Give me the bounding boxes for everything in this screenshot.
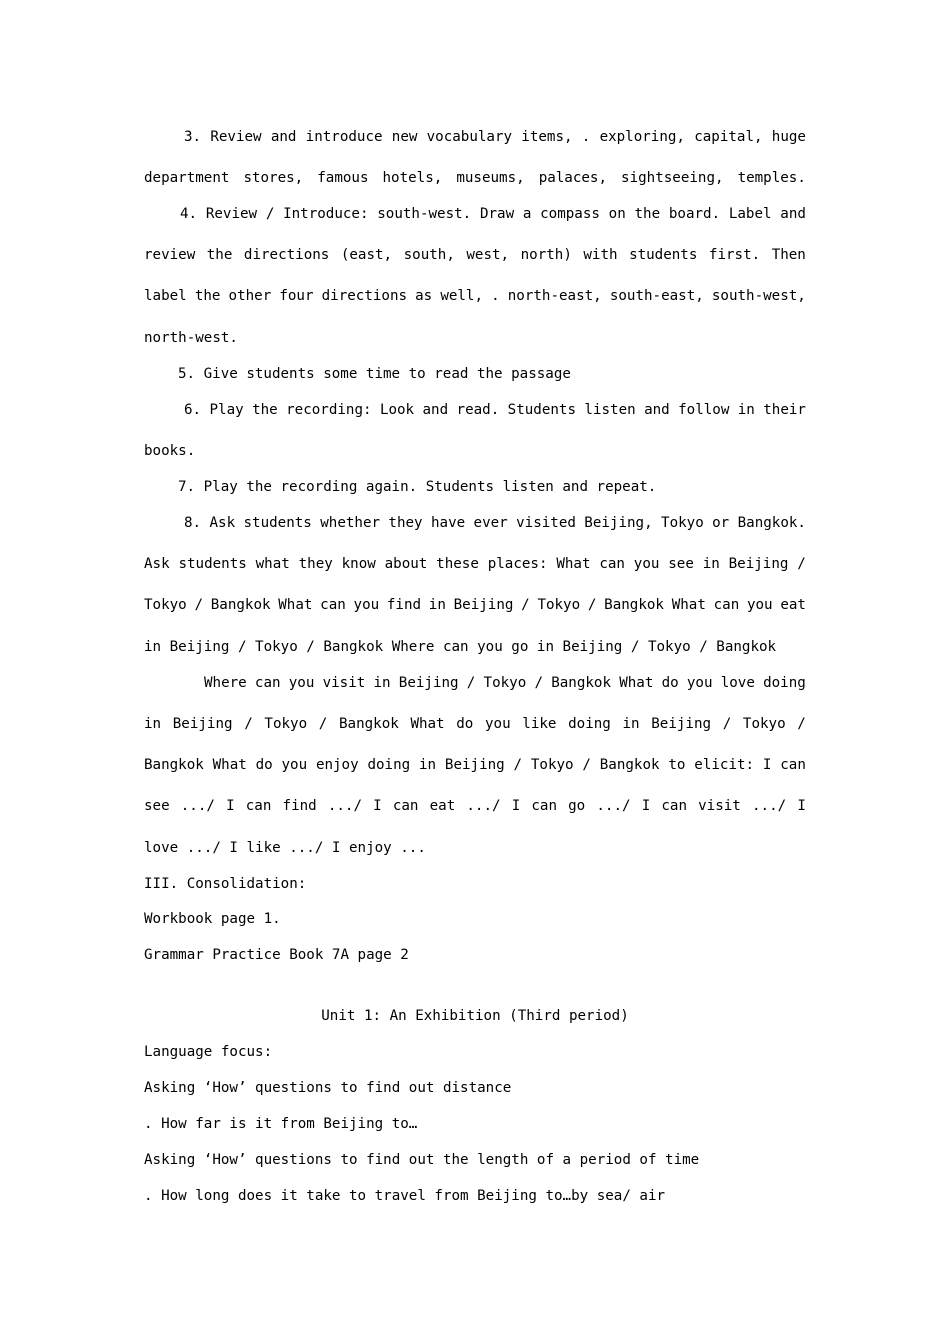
word: / [318,716,328,732]
word: / [534,675,544,691]
word: .../ [466,798,501,814]
word: Draw [479,206,515,222]
word: / [244,716,253,732]
word: / [513,757,523,773]
word: hotels, [382,170,443,186]
word: I [511,798,521,814]
word: board. [668,206,721,222]
word: / [265,206,275,222]
word: 3. [184,129,202,145]
list-item: Workbook page 1. [144,911,281,927]
word: What [671,597,706,613]
word: Students [507,402,577,418]
unit-title: Unit 1: An Exhibition (Third period) [321,1008,629,1024]
paragraph-line: north-west. [144,330,238,346]
word: doing [568,716,611,732]
word: .../ [180,798,215,814]
word: see [144,798,170,814]
word: Tokyo [742,716,786,732]
word: .../ [327,798,363,814]
word: Beijing [172,716,233,732]
word: Then [771,247,806,263]
word: items, [521,129,573,145]
paragraph-line [144,755,806,775]
word: in [144,716,162,732]
word: north) [520,247,572,263]
word: Beijing [651,716,712,732]
word: in [702,556,720,572]
focus-example: . How long does it take to travel from Beijing to…by sea/ air [144,1188,666,1204]
word: capital, [694,129,763,145]
word: do [255,757,273,773]
word: the [194,288,221,304]
word: can [392,798,419,814]
word: like [522,716,557,732]
paragraph-line [144,400,806,420]
word: 4. [180,206,198,222]
word: What [410,716,445,732]
word: on [608,206,626,222]
word: 6. [184,402,202,418]
word: other [228,288,272,304]
word: elicit: [694,757,755,773]
word: can [713,597,740,613]
word: go [568,798,586,814]
word: / [194,597,203,613]
word: in [419,757,437,773]
word: museums, [456,170,525,186]
word: Beijing [398,675,459,691]
word: west, [466,247,510,263]
word: have [430,515,466,531]
word: Play [209,402,244,418]
word: / [521,597,530,613]
word: in [737,402,755,418]
paragraph-line: 5. Give students some time to read the passage [178,366,571,382]
word: doing [367,757,411,773]
word: do [661,675,679,691]
word: you [353,597,380,613]
word: and [270,129,297,145]
word: / [466,675,476,691]
word: with [583,247,618,263]
word: Tokyo [661,515,704,531]
word: Review [205,206,258,222]
word: can [245,798,272,814]
word: south-west, [711,288,806,304]
word: What [212,757,247,773]
word: listen [584,402,636,418]
word: find [386,597,422,613]
word: eat [429,798,456,814]
word: Bangkok. [737,515,806,531]
word: . [491,288,500,304]
word: south-east, [609,288,704,304]
word: introduce [305,129,383,145]
word: Bangkok [338,716,399,732]
word: I [226,798,235,814]
paragraph-line [144,595,806,615]
word: I [797,798,806,814]
word: famous [317,170,369,186]
paragraph-line [144,204,806,224]
word: ever [473,515,508,531]
word: north-east, [507,288,602,304]
word: temples. [737,170,806,186]
word: in [428,597,446,613]
word: or [712,515,730,531]
word: visit [322,675,366,691]
word: Tokyo [537,597,581,613]
word: / [582,757,591,773]
word: Beijing, [584,515,653,531]
word: find [282,798,317,814]
word: you [288,675,315,691]
word: the [634,206,661,222]
word: in [373,675,391,691]
paragraph-line [144,673,806,693]
word: 8. [184,515,202,531]
word: you [746,597,773,613]
word: I [762,757,772,773]
word: you [686,675,713,691]
word: these [436,556,479,572]
word: students [629,247,698,263]
word: know [341,556,376,572]
word: love [720,675,755,691]
word: huge [771,129,806,145]
language-focus-label: Language focus: [144,1044,273,1060]
word: What [278,597,313,613]
word: Beijing [453,597,514,613]
word: a [522,206,532,222]
word: visited [516,515,576,531]
word: whether [320,515,381,531]
word: can [599,556,625,572]
word: Ask [144,556,170,572]
word: . [581,129,591,145]
word: exploring, [599,129,685,145]
word: What [619,675,654,691]
focus-item: Asking ‘How’ questions to find out distance [144,1080,512,1096]
focus-example: . How far is it from Beijing to… [144,1116,418,1132]
word: doing [763,675,806,691]
section-heading: III. Consolidation: [144,876,307,892]
word: Bangkok [210,597,271,613]
word: compass [540,206,600,222]
word: their [763,402,806,418]
word: sightseeing, [621,170,724,186]
word: and [422,402,449,418]
word: / [587,597,597,613]
word: Tokyo [264,716,308,732]
word: stores, [243,170,304,186]
paragraph-line [144,513,806,533]
list-item: Grammar Practice Book 7A page 2 [144,947,409,963]
word: can [780,757,806,773]
word: review [144,247,196,263]
word: first. [708,247,761,263]
word: Ask [209,515,236,531]
word: directions [321,288,408,304]
word: the [252,402,278,418]
word: do [456,716,474,732]
word: (east, [340,247,393,263]
word: you [281,757,308,773]
word: palaces, [538,170,608,186]
word: Label [728,206,772,222]
word: vocabulary [426,129,513,145]
paragraph-line [144,127,806,147]
word: in [622,716,640,732]
word: can [661,798,687,814]
word: and [780,206,806,222]
word: what [255,556,290,572]
word: department [144,170,230,186]
focus-item: Asking ‘How’ questions to find out the length of a period of time [144,1152,700,1168]
word: Bangkok [551,675,612,691]
word: enjoy [315,757,359,773]
paragraph-line [144,245,806,265]
word: they [388,515,423,531]
word: Bangkok [599,757,660,773]
word: they [298,556,333,572]
word: .../ [596,798,631,814]
word: Where [204,675,247,691]
word: can [531,798,557,814]
word: Beijing [444,757,505,773]
word: about [384,556,428,572]
word: directions [243,247,330,263]
paragraph-line [144,286,806,306]
word: can [254,675,281,691]
word: / [797,556,806,572]
word: Introduce: [283,206,369,222]
paragraph-line [144,554,806,574]
word: I [641,798,651,814]
word: / [797,716,806,732]
paragraph-line [144,714,806,734]
word: Bangkok [604,597,664,613]
word: see [668,556,694,572]
word: students [178,556,247,572]
word: Tokyo [144,597,187,613]
word: Tokyo [530,757,574,773]
paragraph-line: in Beijing / Tokyo / Bangkok Where can you go in Beijing / Tokyo / Bangkok [144,639,777,655]
paragraph-line: 7. Play the recording again. Students listen and repeat. [178,479,657,495]
word: places: [487,556,548,572]
word: read. [456,402,500,418]
document-page [144,0,806,1344]
word: to [668,757,686,773]
word: Tokyo [483,675,527,691]
word: the [206,247,233,263]
word: I [373,798,382,814]
word: label [144,288,187,304]
paragraph-line: books. [144,443,196,459]
word: well, [440,288,484,304]
word: can [320,597,346,613]
word: recording: [286,402,372,418]
paragraph-line [144,168,806,188]
word: you [485,716,511,732]
word: new [391,129,418,145]
word: visit [698,798,741,814]
word: south, [403,247,455,263]
word: you [633,556,660,572]
word: / [722,716,732,732]
word: follow [678,402,730,418]
word: four [279,288,314,304]
word: .../ [752,798,787,814]
paragraph-line [144,796,806,816]
word: What [556,556,591,572]
word: and [644,402,670,418]
word: students [243,515,312,531]
word: Look [379,402,415,418]
word: as [415,288,433,304]
word: Bangkok [144,757,204,773]
word: Beijing [728,556,789,572]
paragraph-line: love .../ I like .../ I enjoy ... [144,840,426,856]
word: south-west. [377,206,472,222]
word: Review [210,129,262,145]
word: eat [780,597,806,613]
